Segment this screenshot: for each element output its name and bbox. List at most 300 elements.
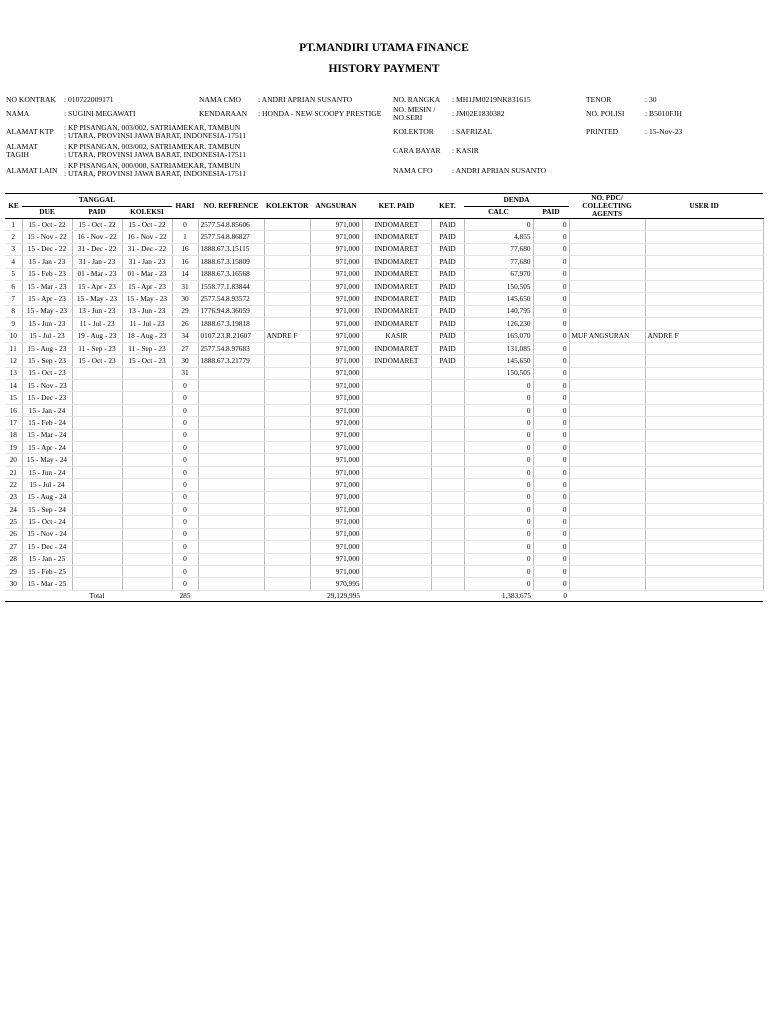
table-row: [5, 318, 763, 330]
alamat-lain-line1: : KP PISANGAN, 000/000, SATRIAMEKAR, TAMBUN: [64, 162, 241, 170]
cell-user-id: [645, 541, 763, 553]
cell-koleksi: [122, 392, 172, 404]
table-row: [5, 293, 763, 305]
cell-denda-calc: 145,650: [464, 293, 533, 305]
cell-paid: [72, 553, 122, 565]
cell-user-id: [645, 268, 763, 280]
cell-ket: [431, 491, 464, 503]
cell-reference: 1776.94.8.36059: [198, 305, 264, 317]
table-row: [5, 429, 763, 441]
cell-kolektor: [264, 342, 310, 354]
cell-user-id: [645, 231, 763, 243]
cell-ket: PAID: [431, 256, 464, 268]
cell-kolektor: [264, 479, 310, 491]
alamat-tagih-line2: : UTARA, PROVINSI JAWA BARAT, INDONESIA-17511: [64, 151, 247, 159]
cell-angsuran: 971,000: [310, 491, 362, 503]
no-kontrak-label: NO KONTRAK: [6, 95, 56, 104]
cell-denda-calc: 0: [464, 219, 533, 231]
cell-kolektor: ANDRE F: [264, 330, 310, 342]
cell-due: 15 - May - 24: [22, 454, 72, 466]
cell-denda-calc: 140,795: [464, 305, 533, 317]
no-mesin-label-2: NO.SERI: [393, 113, 423, 122]
cell-ket-paid: [362, 553, 431, 565]
cell-ke: 29: [5, 565, 22, 577]
col-pdc-header-line2: COLLECTING: [582, 201, 632, 210]
cell-koleksi: [122, 417, 172, 429]
nama-label: NAMA: [6, 109, 30, 118]
cell-user-id: [645, 305, 763, 317]
cell-ket-paid: [362, 454, 431, 466]
cell-denda-calc: 0: [464, 516, 533, 528]
cell-hari: 0: [172, 466, 198, 478]
cell-user-id: [645, 578, 763, 590]
cell-ke: 28: [5, 553, 22, 565]
cell-angsuran: 971,000: [310, 305, 362, 317]
cell-paid: 15 - Oct - 23: [72, 355, 122, 367]
cell-koleksi: 01 - Mar - 23: [122, 268, 172, 280]
table-row: [5, 417, 763, 429]
cell-denda-paid: 0: [533, 330, 569, 342]
no-rangka-value: : MH1JM0219NK831615: [452, 95, 531, 104]
alamat-lain-label: ALAMAT LAIN: [6, 166, 58, 175]
table-row: [5, 479, 763, 491]
cell-ke: 14: [5, 380, 22, 392]
cell-koleksi: [122, 380, 172, 392]
cell-hari: 31: [172, 367, 198, 379]
cell-angsuran: 971,000: [310, 553, 362, 565]
cell-ket: PAID: [431, 305, 464, 317]
cell-paid: [72, 578, 122, 590]
cell-user-id: [645, 516, 763, 528]
cell-paid: 31 - Jan - 23: [72, 256, 122, 268]
cell-ket-paid: [362, 578, 431, 590]
cell-ket-paid: [362, 442, 431, 454]
cell-pdc-agent: [569, 541, 645, 553]
cell-ke: 1: [5, 219, 22, 231]
cell-paid: [72, 454, 122, 466]
cell-denda-calc: 150,505: [464, 280, 533, 292]
cell-kolektor: [264, 466, 310, 478]
cell-kolektor: [264, 318, 310, 330]
cell-hari: 0: [172, 380, 198, 392]
cell-hari: 0: [172, 219, 198, 231]
cell-ke: 27: [5, 541, 22, 553]
cell-pdc-agent: [569, 417, 645, 429]
cell-paid: [72, 479, 122, 491]
total-row: [5, 590, 763, 601]
cell-ke: 18: [5, 429, 22, 441]
col-ket-header: KET.: [431, 194, 464, 219]
col-ke-header: KE: [5, 194, 22, 219]
cell-koleksi: [122, 528, 172, 540]
cell-ket-paid: INDOMARET: [362, 342, 431, 354]
cell-ket: [431, 553, 464, 565]
cell-denda-calc: 0: [464, 454, 533, 466]
table-row: [5, 219, 763, 231]
cell-denda-paid: 0: [533, 380, 569, 392]
cell-reference: [198, 417, 264, 429]
table-row: [5, 367, 763, 379]
cell-ket-paid: [362, 367, 431, 379]
tenor-value: : 30: [645, 95, 657, 104]
cell-paid: [72, 565, 122, 577]
no-kontrak-value: : 010722009171: [64, 95, 114, 104]
cell-paid: 15 - Apr - 23: [72, 280, 122, 292]
cell-ke: 24: [5, 503, 22, 515]
cell-reference: [198, 503, 264, 515]
cell-paid: 01 - Mar - 23: [72, 268, 122, 280]
cell-pdc-agent: [569, 404, 645, 416]
cell-ke: 23: [5, 491, 22, 503]
cell-ket-paid: KASIR: [362, 330, 431, 342]
cell-denda-paid: 0: [533, 367, 569, 379]
cell-paid: [72, 503, 122, 515]
cell-hari: 0: [172, 404, 198, 416]
cell-angsuran: 971,000: [310, 404, 362, 416]
cell-denda-calc: 0: [464, 466, 533, 478]
cell-ket: [431, 503, 464, 515]
cell-paid: 13 - Jun - 23: [72, 305, 122, 317]
cell-angsuran: 971,000: [310, 442, 362, 454]
cell-due: 15 - Feb - 25: [22, 565, 72, 577]
table-row: [5, 243, 763, 255]
cell-ket-paid: [362, 565, 431, 577]
cell-kolektor: [264, 578, 310, 590]
cell-denda-paid: 0: [533, 578, 569, 590]
cell-user-id: [645, 479, 763, 491]
cell-ket: [431, 541, 464, 553]
cell-denda-calc: 0: [464, 392, 533, 404]
cell-angsuran: 971,000: [310, 367, 362, 379]
cell-pdc-agent: [569, 268, 645, 280]
cell-kolektor: [264, 243, 310, 255]
cell-hari: 0: [172, 503, 198, 515]
cell-kolektor: [264, 231, 310, 243]
cell-hari: 0: [172, 578, 198, 590]
cell-kolektor: [264, 553, 310, 565]
cell-due: 15 - Dec - 22: [22, 243, 72, 255]
cell-denda-paid: 0: [533, 516, 569, 528]
cell-denda-paid: 0: [533, 243, 569, 255]
cell-reference: [198, 429, 264, 441]
cell-kolektor: [264, 367, 310, 379]
cell-kolektor: [264, 355, 310, 367]
cell-reference: 1888.67.3.19818: [198, 318, 264, 330]
cell-ke: 16: [5, 404, 22, 416]
cell-ke: 2: [5, 231, 22, 243]
cell-hari: 16: [172, 243, 198, 255]
cell-due: 15 - Feb - 24: [22, 417, 72, 429]
cell-paid: 11 - Sep - 23: [72, 342, 122, 354]
cell-ke: 4: [5, 256, 22, 268]
cell-kolektor: [264, 305, 310, 317]
cell-koleksi: 15 - Oct - 22: [122, 219, 172, 231]
cara-bayar-label: CARA BAYAR: [393, 146, 441, 155]
nama-cfo-label: NAMA CFO: [393, 166, 433, 175]
table-row: [5, 541, 763, 553]
table-row: [5, 578, 763, 590]
cell-ket: [431, 528, 464, 540]
cell-denda-calc: 77,680: [464, 243, 533, 255]
cell-pdc-agent: [569, 429, 645, 441]
cell-ke: 20: [5, 454, 22, 466]
cell-kolektor: [264, 417, 310, 429]
cell-denda-paid: 0: [533, 355, 569, 367]
alamat-ktp-label: ALAMAT KTP: [6, 127, 54, 136]
cell-koleksi: [122, 442, 172, 454]
cell-ke: 17: [5, 417, 22, 429]
cell-ket: [431, 442, 464, 454]
cell-ket: PAID: [431, 219, 464, 231]
cell-due: 15 - Mar - 25: [22, 578, 72, 590]
col-koleksi-header: KOLEKSI: [122, 206, 172, 219]
cell-pdc-agent: [569, 454, 645, 466]
cell-denda-paid: 0: [533, 442, 569, 454]
cell-ket: [431, 454, 464, 466]
cell-user-id: [645, 256, 763, 268]
cell-kolektor: [264, 429, 310, 441]
cell-denda-calc: 0: [464, 491, 533, 503]
col-angsuran-header: ANGSURAN: [310, 194, 362, 219]
cell-koleksi: 31 - Dec - 22: [122, 243, 172, 255]
cell-koleksi: [122, 466, 172, 478]
cell-ket: [431, 417, 464, 429]
cell-denda-paid: 0: [533, 305, 569, 317]
cell-denda-calc: 165,070: [464, 330, 533, 342]
cell-angsuran: 971,000: [310, 454, 362, 466]
cell-reference: [198, 528, 264, 540]
cell-koleksi: 16 - Nov - 22: [122, 231, 172, 243]
cell-koleksi: [122, 491, 172, 503]
cell-due: 15 - Aug - 23: [22, 342, 72, 354]
cell-denda-calc: 67,970: [464, 268, 533, 280]
alamat-tagih-label-1: ALAMAT: [6, 142, 38, 151]
cell-hari: 27: [172, 342, 198, 354]
cell-reference: [198, 553, 264, 565]
table-row: [5, 503, 763, 515]
cell-koleksi: 31 - Jan - 23: [122, 256, 172, 268]
cell-denda-calc: 0: [464, 541, 533, 553]
cell-ket: PAID: [431, 231, 464, 243]
table-row: [5, 553, 763, 565]
cell-ke: 12: [5, 355, 22, 367]
cell-hari: 0: [172, 553, 198, 565]
cell-angsuran: 971,000: [310, 429, 362, 441]
cell-due: 15 - Apr - 24: [22, 442, 72, 454]
table-row: [5, 305, 763, 317]
cell-angsuran: 971,000: [310, 503, 362, 515]
cell-hari: 0: [172, 392, 198, 404]
cell-angsuran: 971,000: [310, 541, 362, 553]
cell-paid: [72, 442, 122, 454]
cell-denda-paid: 0: [533, 256, 569, 268]
cell-denda-calc: 0: [464, 442, 533, 454]
cell-denda-paid: 0: [533, 268, 569, 280]
cell-user-id: [645, 280, 763, 292]
cell-user-id: [645, 318, 763, 330]
cell-angsuran: 971,000: [310, 293, 362, 305]
cell-hari: 0: [172, 565, 198, 577]
cell-ke: 25: [5, 516, 22, 528]
cell-kolektor: [264, 293, 310, 305]
table-row: [5, 280, 763, 292]
cell-pdc-agent: [569, 553, 645, 565]
cell-koleksi: 15 - Apr - 23: [122, 280, 172, 292]
cell-ket-paid: INDOMARET: [362, 256, 431, 268]
cell-koleksi: 13 - Jun - 23: [122, 305, 172, 317]
cell-user-id: [645, 466, 763, 478]
cell-due: 15 - Aug - 24: [22, 491, 72, 503]
cell-kolektor: [264, 528, 310, 540]
cell-ket: [431, 516, 464, 528]
col-pdc-header-line1: NO. PDC/: [591, 193, 623, 202]
cell-angsuran: 971,000: [310, 342, 362, 354]
cell-hari: 30: [172, 355, 198, 367]
cell-denda-calc: 0: [464, 503, 533, 515]
cell-kolektor: [264, 442, 310, 454]
cell-kolektor: [264, 268, 310, 280]
cell-angsuran: 971,000: [310, 479, 362, 491]
cell-user-id: [645, 417, 763, 429]
cell-koleksi: [122, 553, 172, 565]
cell-due: 15 - Oct - 23: [22, 367, 72, 379]
cell-ket: [431, 367, 464, 379]
cell-ket: PAID: [431, 268, 464, 280]
cell-ket-paid: [362, 380, 431, 392]
cell-reference: 2577.54.8.93572: [198, 293, 264, 305]
total-angsuran: 29,129,995: [310, 590, 362, 601]
cell-pdc-agent: [569, 479, 645, 491]
cell-ket: PAID: [431, 280, 464, 292]
cell-ket-paid: INDOMARET: [362, 305, 431, 317]
cell-pdc-agent: [569, 565, 645, 577]
cell-denda-paid: 0: [533, 318, 569, 330]
cell-paid: [72, 380, 122, 392]
cell-kolektor: [264, 404, 310, 416]
cell-denda-paid: 0: [533, 466, 569, 478]
col-ket-paid-header: KET. PAID: [362, 194, 431, 219]
cell-reference: [198, 367, 264, 379]
cell-angsuran: 971,000: [310, 318, 362, 330]
cell-ke: 19: [5, 442, 22, 454]
cell-ke: 30: [5, 578, 22, 590]
col-kolektor-header: KOLEKTOR: [264, 194, 310, 219]
col-ref-header: NO. REFRENCE: [198, 194, 264, 219]
col-denda-header: DENDA: [464, 194, 569, 207]
cell-ket-paid: INDOMARET: [362, 219, 431, 231]
cell-koleksi: 18 - Aug - 23: [122, 330, 172, 342]
cell-due: 15 - Nov - 23: [22, 380, 72, 392]
col-denda-paid-header: PAID: [533, 206, 569, 219]
table-row: [5, 256, 763, 268]
cell-user-id: [645, 553, 763, 565]
cell-user-id: [645, 219, 763, 231]
cell-user-id: [645, 528, 763, 540]
cell-pdc-agent: [569, 466, 645, 478]
cell-paid: [72, 367, 122, 379]
cell-denda-calc: 131,085: [464, 342, 533, 354]
cell-angsuran: 971,000: [310, 231, 362, 243]
cell-kolektor: [264, 565, 310, 577]
cell-ke: 5: [5, 268, 22, 280]
cell-denda-paid: 0: [533, 503, 569, 515]
cell-reference: [198, 404, 264, 416]
table-row: [5, 330, 763, 342]
cell-angsuran: 971,000: [310, 243, 362, 255]
cell-ket-paid: [362, 392, 431, 404]
cell-angsuran: 971,000: [310, 380, 362, 392]
cell-ket-paid: INDOMARET: [362, 280, 431, 292]
cell-hari: 0: [172, 491, 198, 503]
cell-ket: PAID: [431, 318, 464, 330]
cell-ket: [431, 479, 464, 491]
cell-ke: 21: [5, 466, 22, 478]
kendaraan-value: : HONDA - NEW SCOOPY PRESTIGE: [258, 110, 382, 118]
cell-ket: [431, 565, 464, 577]
alamat-ktp-line1: : KP PISANGAN, 003/002, SATRIAMEKAR, TAMBUN: [64, 124, 241, 132]
cell-ket-paid: INDOMARET: [362, 268, 431, 280]
cell-ket: [431, 578, 464, 590]
cell-pdc-agent: [569, 305, 645, 317]
cell-denda-calc: 0: [464, 578, 533, 590]
col-calc-header: CALC: [464, 206, 533, 219]
no-polisi-label: NO. POLISI: [586, 109, 625, 118]
cell-denda-calc: 77,680: [464, 256, 533, 268]
cell-reference: [198, 491, 264, 503]
cell-paid: [72, 429, 122, 441]
alamat-lain-line2: : UTARA, PROVINSI JAWA BARAT, INDONESIA-17511: [64, 170, 247, 178]
cell-kolektor: [264, 541, 310, 553]
cell-due: 15 - Apr - 23: [22, 293, 72, 305]
cell-reference: 1888.67.3.16568: [198, 268, 264, 280]
cell-due: 15 - Jun - 24: [22, 466, 72, 478]
cell-denda-calc: 4,855: [464, 231, 533, 243]
cell-reference: 1888.67.3.21779: [198, 355, 264, 367]
cell-pdc-agent: [569, 243, 645, 255]
cell-hari: 16: [172, 256, 198, 268]
cell-ke: 10: [5, 330, 22, 342]
total-denda-paid: 0: [533, 590, 569, 601]
table-row: [5, 392, 763, 404]
cell-pdc-agent: [569, 342, 645, 354]
cell-ke: 6: [5, 280, 22, 292]
cell-reference: 1558.77.1.83844: [198, 280, 264, 292]
payment-history-table: [5, 193, 764, 602]
cell-paid: [72, 392, 122, 404]
cell-due: 15 - Jan - 24: [22, 404, 72, 416]
cell-paid: 31 - Dec - 22: [72, 243, 122, 255]
col-pdc-header: [569, 194, 645, 219]
cell-koleksi: [122, 516, 172, 528]
cell-due: 15 - Jan - 25: [22, 553, 72, 565]
cell-reference: [198, 565, 264, 577]
col-paid-header: PAID: [72, 206, 122, 219]
cell-due: 15 - Oct - 22: [22, 219, 72, 231]
cell-koleksi: [122, 367, 172, 379]
nama-cmo-value: : ANDRI APRIAN SUSANTO: [258, 95, 353, 104]
cell-ket-paid: [362, 479, 431, 491]
cell-user-id: [645, 429, 763, 441]
nama-cfo-value: : ANDRI APRIAN SUSANTO: [452, 166, 547, 175]
cell-ket-paid: INDOMARET: [362, 243, 431, 255]
cell-pdc-agent: [569, 491, 645, 503]
cell-paid: [72, 417, 122, 429]
tenor-label: TENOR: [586, 95, 612, 104]
cell-reference: [198, 380, 264, 392]
cell-ket: PAID: [431, 355, 464, 367]
cell-ket-paid: INDOMARET: [362, 293, 431, 305]
cell-kolektor: [264, 219, 310, 231]
